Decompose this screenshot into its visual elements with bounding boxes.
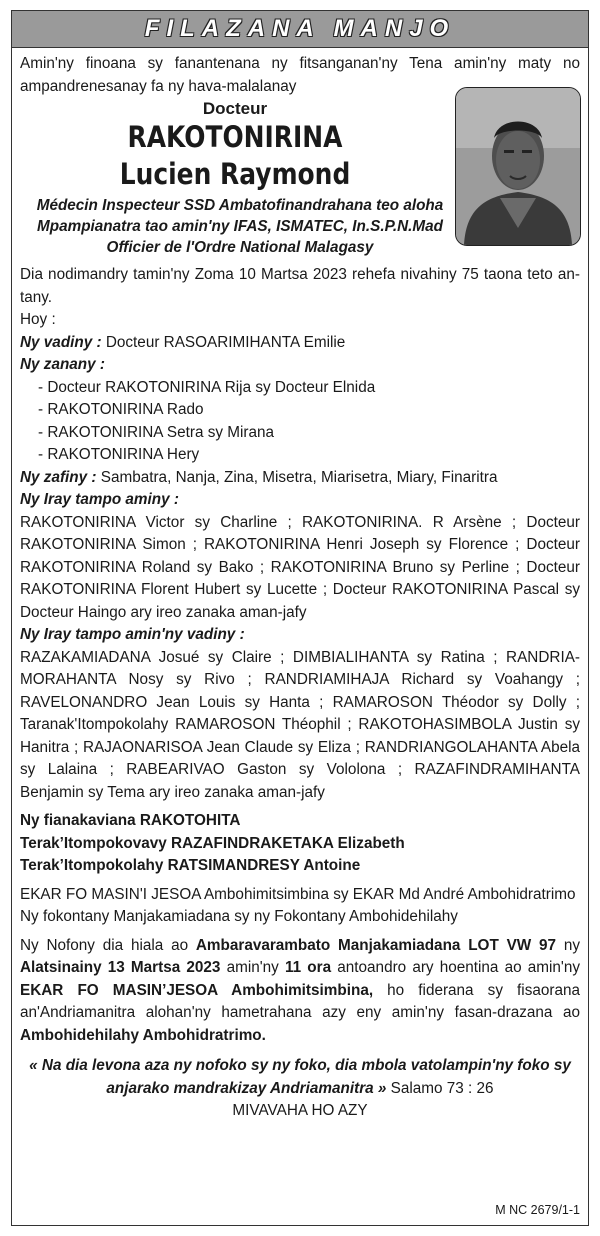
roles — [20, 195, 460, 258]
list-item: - Docteur RAKOTONIRINA Rija sy Docteur Elnida — [38, 378, 376, 396]
hoy-label: Hoy : — [20, 311, 56, 328]
spouse-label: Ny vadiny : — [20, 333, 102, 351]
funeral-part: amin'ny — [220, 959, 285, 976]
banner — [12, 11, 588, 48]
spouse-line — [20, 332, 580, 355]
list-item: - RAKOTONIRINA Setra sy Mirana — [38, 423, 275, 441]
funeral-burial: Ambohidehilahy Ambohidratrimo. — [20, 1026, 266, 1044]
fokontany-text: Ny fokontany Manjakamiadana sy ny Fokontany Ambohidehilahy — [20, 908, 458, 925]
grandchildren-label: Ny zafiny : — [20, 468, 97, 486]
inlaws-text: RAZAKAMIADANA Josué sy Claire ; DIMBIALIHANTA sy Ratina ; RANDRIA-MORAHANTA Nosy sy Rivo ; RANDRIAMIHAJA Richard sy Voahangy ; RAVELONANDRO Jean Louis sy Hanta ; RAMAROSON Théodor sy Dolly ; Taranak'Itompokolahy RAMAROSON Théophil ; RAKOTOHASIMBOLA Justin sy Hanitra ; RAJAONARISOA Jean Claude sy Eliza ; RANDRIANGOLAHANTA Abela sy Lalaina ; RABEARIVAO Gaston sy Vololona ; RAZAFINDRAMIHANTA Benjamin sy Tema ary ireo zanaka aman-jafy — [20, 648, 580, 801]
spouse-name: Docteur RASOARIMIHANTA Emilie — [105, 333, 346, 351]
funeral-time: 11 ora — [284, 959, 332, 976]
obituary-frame — [11, 10, 589, 1226]
role-line: Mpampianatra tao amin'ny IFAS, ISMATEC, In.S.P.N.Mad — [37, 218, 443, 235]
intro-text: Amin'ny finoana sy fanantenana ny fitsanganan'ny Tena amin'ny maty no ampandrenesanay fa ny hava-malalanay — [20, 55, 580, 95]
family-line: Ny fianakaviana RAKOTOHITA — [20, 812, 241, 829]
name-first: Lucien Raymond — [119, 157, 351, 191]
name-title: Docteur — [202, 99, 268, 118]
funeral-part: antoandro ary hoentina ao amin'ny — [331, 959, 580, 976]
funeral-text — [20, 935, 580, 1048]
families — [20, 810, 580, 878]
family-line: Terak’Itompokovavy RAZAFINDRAKETAKA Elizabeth — [20, 834, 405, 852]
family-line: Terak’Itompokolahy RATSIMANDRESY Antoine — [20, 857, 361, 874]
reference-code: M NC 2679/1-1 — [495, 1203, 580, 1217]
grandchildren-line — [20, 467, 580, 490]
list-item: - RAKOTONIRINA Rado — [38, 401, 204, 418]
grandchildren-names: Sambatra, Nanja, Zina, Misetra, Miarisetra, Miary, Finaritra — [100, 468, 498, 486]
inlaws-label: Ny Iray tampo amin'ny vadiny : — [20, 626, 245, 643]
funeral-part: Ny Nofony dia hiala ao — [20, 936, 196, 954]
relatives-text: RAKOTONIRINA Victor sy Charline ; RAKOTONIRINA. R Arsène ; Docteur RAKOTONIRINA Simon ; RAKOTONIRINA Henri Joseph sy Florence ; Docteur RAKOTONIRINA Roland sy Bako ; RAKOTONIRINA Bruno sy Perline ; Docteur RAKOTONIRINA Florent Hubert sy Lucette ; Docteur RAKOTONIRINA Pascal sy Docteur Haingo ary ireo zanaka aman-jafy — [20, 513, 580, 621]
role-line: Officier de l'Ordre National Malagasy — [106, 239, 374, 256]
church-text: EKAR FO MASIN'I JESOA Ambohimitsimbina sy EKAR Md André Ambohidratrimo — [20, 885, 576, 903]
name-last: RAKOTONIRINA — [127, 120, 343, 154]
relatives-label: Ny Iray tampo aminy : — [20, 491, 179, 508]
banner-title: FILAZANA MANJO — [144, 15, 456, 42]
portrait-image — [456, 88, 580, 245]
bible-quote — [20, 1055, 580, 1100]
funeral-date: Alatsinainy 13 Martsa 2023 — [20, 959, 221, 976]
funeral-part: ho fiderana sy fisaorana an'Andriamanitra alohan'ny hametrahana azy eny amin'ny fasan-drazana ao — [20, 981, 580, 1021]
portrait-photo — [455, 87, 581, 246]
children-list — [20, 377, 580, 467]
funeral-church: EKAR FO MASIN’JESOA Ambohimitsimbina, — [20, 981, 374, 999]
funeral-location: Ambaravarambato Manjakamiadana LOT VW 97 — [195, 936, 557, 954]
role-line: Médecin Inspecteur SSD Ambatofinandrahana teo aloha — [36, 197, 444, 214]
quote-text: « Na dia levona aza ny nofoko sy ny foko, dia mbola vatolampin'ny foko sy anjarako mandrakizay Andriamanitra » — [29, 1057, 571, 1097]
children-label: Ny zanany : — [20, 356, 106, 373]
deceased-name — [20, 98, 450, 193]
closing-text: MIVAVAHA HO AZY — [232, 1102, 368, 1119]
quote-reference: Salamo 73 : 26 — [386, 1079, 494, 1097]
list-item: - RAKOTONIRINA Hery — [38, 446, 200, 463]
funeral-part: ny — [556, 936, 580, 954]
death-notice: Dia nodimandry tamin'ny Zoma 10 Martsa 2023 rehefa nivahiny 75 taona teto an-tany. — [20, 266, 580, 306]
